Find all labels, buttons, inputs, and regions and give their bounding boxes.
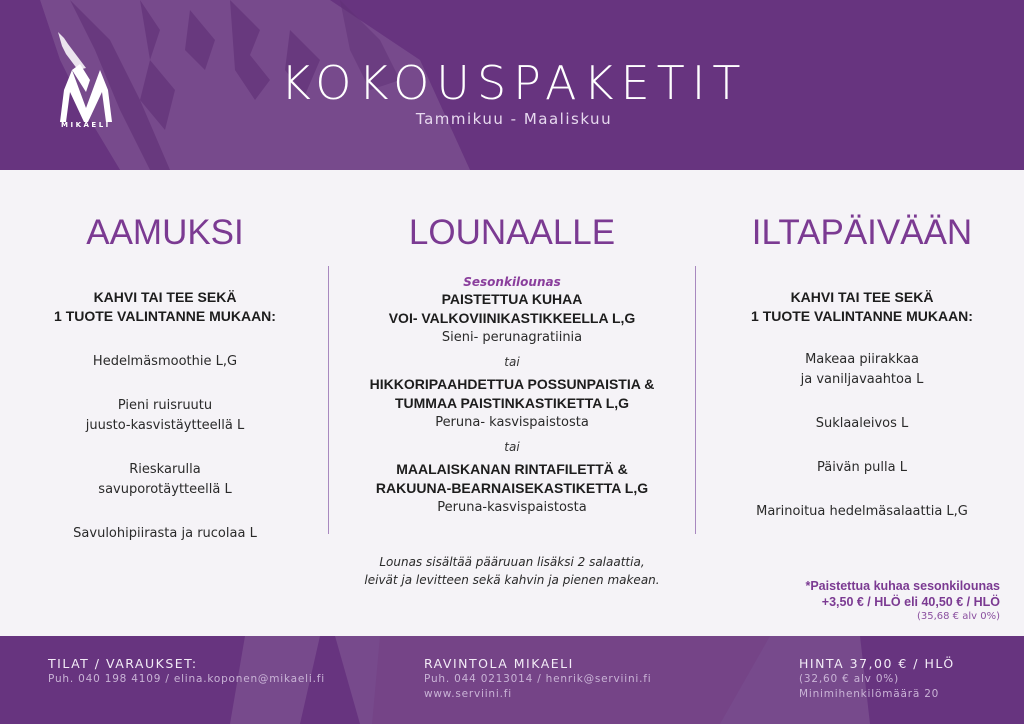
dish-line: PAISTETTUA KUHAA [441,291,583,307]
menu-item [712,414,1012,434]
lunch-option-1 [330,274,694,347]
afternoon-lead [712,288,1012,326]
menu-item [712,350,1012,390]
lunch-title: LOUNAALLE [408,213,616,252]
menu-item-text: Savulohipiirasta ja rucolaa L [73,526,257,541]
menu-item-text: Pieni ruisruutu [117,398,213,413]
afternoon-column [712,200,1012,522]
menu-item [712,458,1012,478]
footer-restaurant [424,656,652,702]
price-heading: HINTA 37,00 € / HLÖ [799,656,955,671]
header-banner [0,0,1024,170]
morning-title: AAMUKSI [86,213,244,252]
morning-column [20,200,310,544]
column-divider [695,266,696,534]
or-separator: tai [504,355,520,369]
menu-item-text: Suklaaleivos L [815,416,909,431]
lunch-option-2 [330,375,694,432]
menu-item-text: savuporotäytteellä L [98,482,232,497]
dish-line: RAKUUNA-BEARNAISEKASTIKETTA L,G [375,480,649,496]
menu-item-text: ja vaniljavaahtoa L [800,372,924,387]
supplement-line: *Paistettua kuhaa sesonkilounas [805,579,1000,593]
logo-text: MIKAELI [61,121,111,129]
supplement-price: +3,50 € / HLÖ eli 40,50 € / HLÖ [821,595,1000,609]
menu-item-text: Hedelmäsmoothie L,G [92,354,238,369]
lunch-note [330,553,694,589]
menu-item [20,460,310,500]
min-persons: Minimihenkilömäärä 20 [799,688,940,700]
side-dish: Sieni- perunagratiinia [441,330,583,345]
footer [0,636,1024,724]
afternoon-title: ILTAPÄIVÄÄN [751,213,973,252]
dish-line: MAALAISKANAN RINTAFILETTÄ & [396,461,628,477]
lead-line: 1 TUOTE VALINTANNE MUKAAN: [54,308,276,324]
note-line: leivät ja levitteen sekä kahvin ja pienen makean. [364,573,660,587]
restaurant-heading: RAVINTOLA MIKAELI [424,656,574,671]
menu-item-text: Päivän pulla L [817,460,907,475]
dish-line: HIKKORIPAAHDETTUA POSSUNPAISTIA & [369,376,655,392]
bookings-contact[interactable]: Puh. 040 198 4109 / elina.koponen@mikaeli.fi [48,673,325,685]
menu-item [20,396,310,436]
menu-item [20,352,310,372]
lunch-column [330,200,694,589]
menu-item-text: Rieskarulla [129,462,201,477]
menu-item-text: Marinoitua hedelmäsalaattia L,G [756,504,968,519]
footer-bookings [48,656,325,687]
menu-item [20,524,310,544]
menu-item-text: juusto-kasvistäytteellä L [85,418,245,433]
bookings-heading: TILAT / VARAUKSET: [48,656,198,671]
page-title: KOKOUSPAKETIT [280,56,748,110]
or-separator: tai [504,440,520,454]
dish-line: VOI- VALKOVIINIKASTIKKEELLA L,G [388,310,636,326]
price-vat: (32,60 € alv 0%) [799,673,899,685]
side-dish: Peruna- kasvispaistosta [435,415,589,430]
restaurant-website-link[interactable]: www.serviini.fi [424,688,512,700]
page-subtitle: Tammikuu - Maaliskuu [415,110,613,128]
note-line: Lounas sisältää pääruuan lisäksi 2 salaattia, [379,555,645,569]
supplement-note [805,578,1000,624]
lead-line: KAHVI TAI TEE SEKÄ [93,289,237,305]
dish-line: TUMMAA PAISTINKASTIKETTA L,G [394,395,630,411]
column-divider [328,266,329,534]
menu-item [712,502,1012,522]
lunch-option-3 [330,460,694,517]
restaurant-contact[interactable]: Puh. 044 0213014 / henrik@serviini.fi [424,673,652,685]
lead-line: 1 TUOTE VALINTANNE MUKAAN: [751,308,973,324]
season-label: Sesonkilounas [463,275,561,289]
lead-line: KAHVI TAI TEE SEKÄ [790,289,934,305]
menu-item-text: Makeaa piirakkaa [805,352,919,367]
side-dish: Peruna-kasvispaistosta [437,500,587,515]
supplement-vat: (35,68 € alv 0%) [916,611,1000,622]
morning-lead [20,288,310,326]
footer-price [799,656,955,702]
